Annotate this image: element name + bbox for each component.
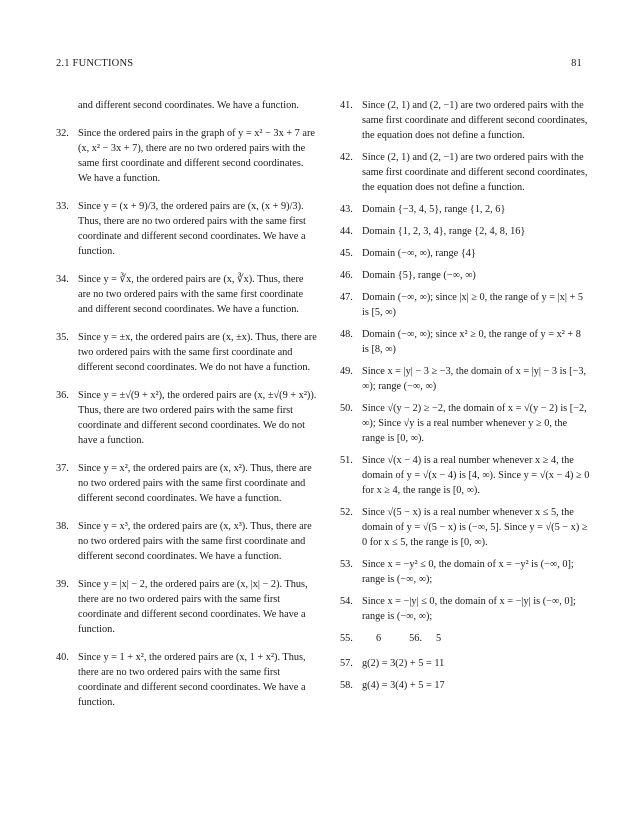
answer-text: Domain (−∞, ∞); since |x| ≥ 0, the range of y = |x| + 5 is [5, ∞): [362, 292, 584, 318]
left-column: [56, 98, 318, 723]
answer-item: [56, 126, 318, 186]
answer-text: Since y = ±x, the ordered pairs are (x, ±x). Thus, there are two ordered pairs with the same first coordinate and different second coordinates. We do not have a function.: [78, 332, 317, 373]
answer-item: [340, 364, 590, 394]
answer-item: [340, 246, 590, 261]
answer-number: 46.: [340, 270, 353, 281]
answer-number: 48.: [340, 329, 353, 340]
right-column: [340, 98, 590, 700]
answer-text: Since y = 1 + x², the ordered pairs are (x, 1 + x²). Thus, there are no two ordered pairs with the same first coordinate and different second coordinates. We have a function.: [78, 652, 306, 708]
answer-number: 43.: [340, 204, 353, 215]
page-number: 81: [571, 58, 582, 69]
answer-item: [56, 519, 318, 564]
answer-text: Since y = ±√(9 + x²), the ordered pairs are (x, ±√(9 + x²)). Thus, there are two ordered pairs with the same first coordinate and different second coordinates. We do not have a function.: [78, 390, 317, 446]
answer-text: g(2) = 3(2) + 5 = 11: [362, 658, 445, 669]
answer-text: Since x = −|y| ≤ 0, the domain of x = −|y| is (−∞, 0]; range is (−∞, ∞);: [362, 596, 576, 622]
answer-item: [340, 557, 590, 587]
answer-number: 45.: [340, 248, 353, 259]
answer-item: [340, 268, 590, 283]
answer-number: 49.: [340, 366, 353, 377]
answer-item: [340, 594, 590, 624]
section-title: 2.1 FUNCTIONS: [56, 58, 134, 69]
continued-answer: and different second coordinates. We have a function.: [78, 100, 299, 111]
answer-item: [340, 98, 590, 143]
answer-item: [340, 224, 590, 239]
answer-item: [340, 678, 590, 693]
answer-number: 55.: [340, 633, 353, 644]
answer-item: [340, 290, 590, 320]
answer-text: Domain {1, 2, 3, 4}, range {2, 4, 8, 16}: [362, 226, 526, 237]
answer-text: Since √(x − 4) is a real number whenever x ≥ 4, the domain of y = √(x − 4) is [4, ∞). Since y = √(x − 4) ≥ 0 for x ≥ 4, the range is [0, ∞).: [362, 455, 590, 496]
answer-item: [340, 202, 590, 217]
answer-text: Since (2, 1) and (2, −1) are two ordered pairs with the same first coordinate and different second coordinates, the equation does not define a function.: [362, 152, 588, 193]
answer-text: Since y = |x| − 2, the ordered pairs are (x, |x| − 2). Thus, there are no two ordered pairs with the same first coordinate and different second coordinates. We have a function.: [78, 579, 308, 635]
answer-text: Domain {5}, range (−∞, ∞): [362, 270, 476, 281]
answer-number: 51.: [340, 455, 353, 466]
answer-number: 47.: [340, 292, 353, 303]
answer-item: [56, 650, 318, 710]
running-header: [56, 58, 582, 69]
answer-item: [340, 656, 590, 671]
answer-text: Since y = x², the ordered pairs are (x, x²). Thus, there are no two ordered pairs with the same first coordinate and different second coordinates. We have a function.: [78, 463, 312, 504]
answer-value: 6: [376, 633, 382, 644]
answer-item: [56, 577, 318, 637]
answer-number: 50.: [340, 403, 353, 414]
answer-item: [340, 453, 590, 498]
answer-item: [340, 150, 590, 195]
answer-text: Since √(5 − x) is a real number whenever x ≤ 5, the domain of y = √(5 − x) is (−∞, 5]. Since y = √(5 − x) ≥ 0 for x ≤ 5, the range is [0, ∞).: [362, 507, 588, 548]
answer-number: 41.: [340, 100, 353, 111]
answer-text: Since the ordered pairs in the graph of y = x² − 3x + 7 are (x, x² − 3x + 7), there are no two ordered pairs with the same first coordinate and different second coordinates. We have a function.: [78, 128, 315, 184]
answer-pair-55-56: [340, 631, 590, 646]
answer-number: 56.: [409, 633, 423, 644]
answer-number: 53.: [340, 559, 353, 570]
answer-number: 33.: [56, 201, 69, 212]
answer-text: Since y = ∛x, the ordered pairs are (x, ∛x). Thus, there are no two ordered pairs with the same first coordinate and different second coordinates. We have a function.: [78, 274, 304, 315]
answer-text: Domain (−∞, ∞); since x² ≥ 0, the range of y = x² + 8 is [8, ∞): [362, 329, 581, 355]
answer-item: [56, 330, 318, 375]
answer-number: 37.: [56, 463, 69, 474]
answer-text: Since √(y − 2) ≥ −2, the domain of x = √(y − 2) is [−2, ∞); Since √y is a real number whenever y ≥ 0, the range is [0, ∞).: [362, 403, 587, 444]
answer-number: 52.: [340, 507, 353, 518]
answer-text: Since x = |y| − 3 ≥ −3, the domain of x = |y| − 3 is [−3, ∞); range (−∞, ∞): [362, 366, 587, 392]
answer-number: 40.: [56, 652, 69, 663]
answer-item: [340, 327, 590, 357]
answer-item: [56, 199, 318, 259]
answer-number: 44.: [340, 226, 353, 237]
answer-number: 58.: [340, 680, 353, 691]
answer-text: Since x = −y² ≤ 0, the domain of x = −y² is (−∞, 0]; range is (−∞, ∞);: [362, 559, 574, 585]
answer-value: 5: [436, 633, 442, 644]
answer-text: Since y = (x + 9)/3, the ordered pairs are (x, (x + 9)/3). Thus, there are no two ordered pairs with the same first coordinate and different second coordinates. We have a function.: [78, 201, 306, 257]
answer-number: 35.: [56, 332, 69, 343]
answer-item: [56, 388, 318, 448]
answer-item: [340, 401, 590, 446]
answer-text: Since (2, 1) and (2, −1) are two ordered pairs with the same first coordinate and different second coordinates, the equation does not define a function.: [362, 100, 588, 141]
answer-item: [56, 272, 318, 317]
answer-text: g(4) = 3(4) + 5 = 17: [362, 680, 445, 691]
answer-text: Since y = x³, the ordered pairs are (x, x³). Thus, there are no two ordered pairs with the same first coordinate and different second coordinates. We have a function.: [78, 521, 312, 562]
answer-item: [340, 505, 590, 550]
answer-number: 32.: [56, 128, 69, 139]
answer-number: 57.: [340, 658, 353, 669]
answer-number: 36.: [56, 390, 69, 401]
answer-text: Domain {−3, 4, 5}, range {1, 2, 6}: [362, 204, 506, 215]
answer-text: Domain (−∞, ∞), range {4}: [362, 248, 476, 259]
answer-number: 42.: [340, 152, 353, 163]
answer-number: 38.: [56, 521, 69, 532]
answer-item: [56, 461, 318, 506]
answer-number: 39.: [56, 579, 69, 590]
answer-number: 54.: [340, 596, 353, 607]
answer-number: 34.: [56, 274, 69, 285]
